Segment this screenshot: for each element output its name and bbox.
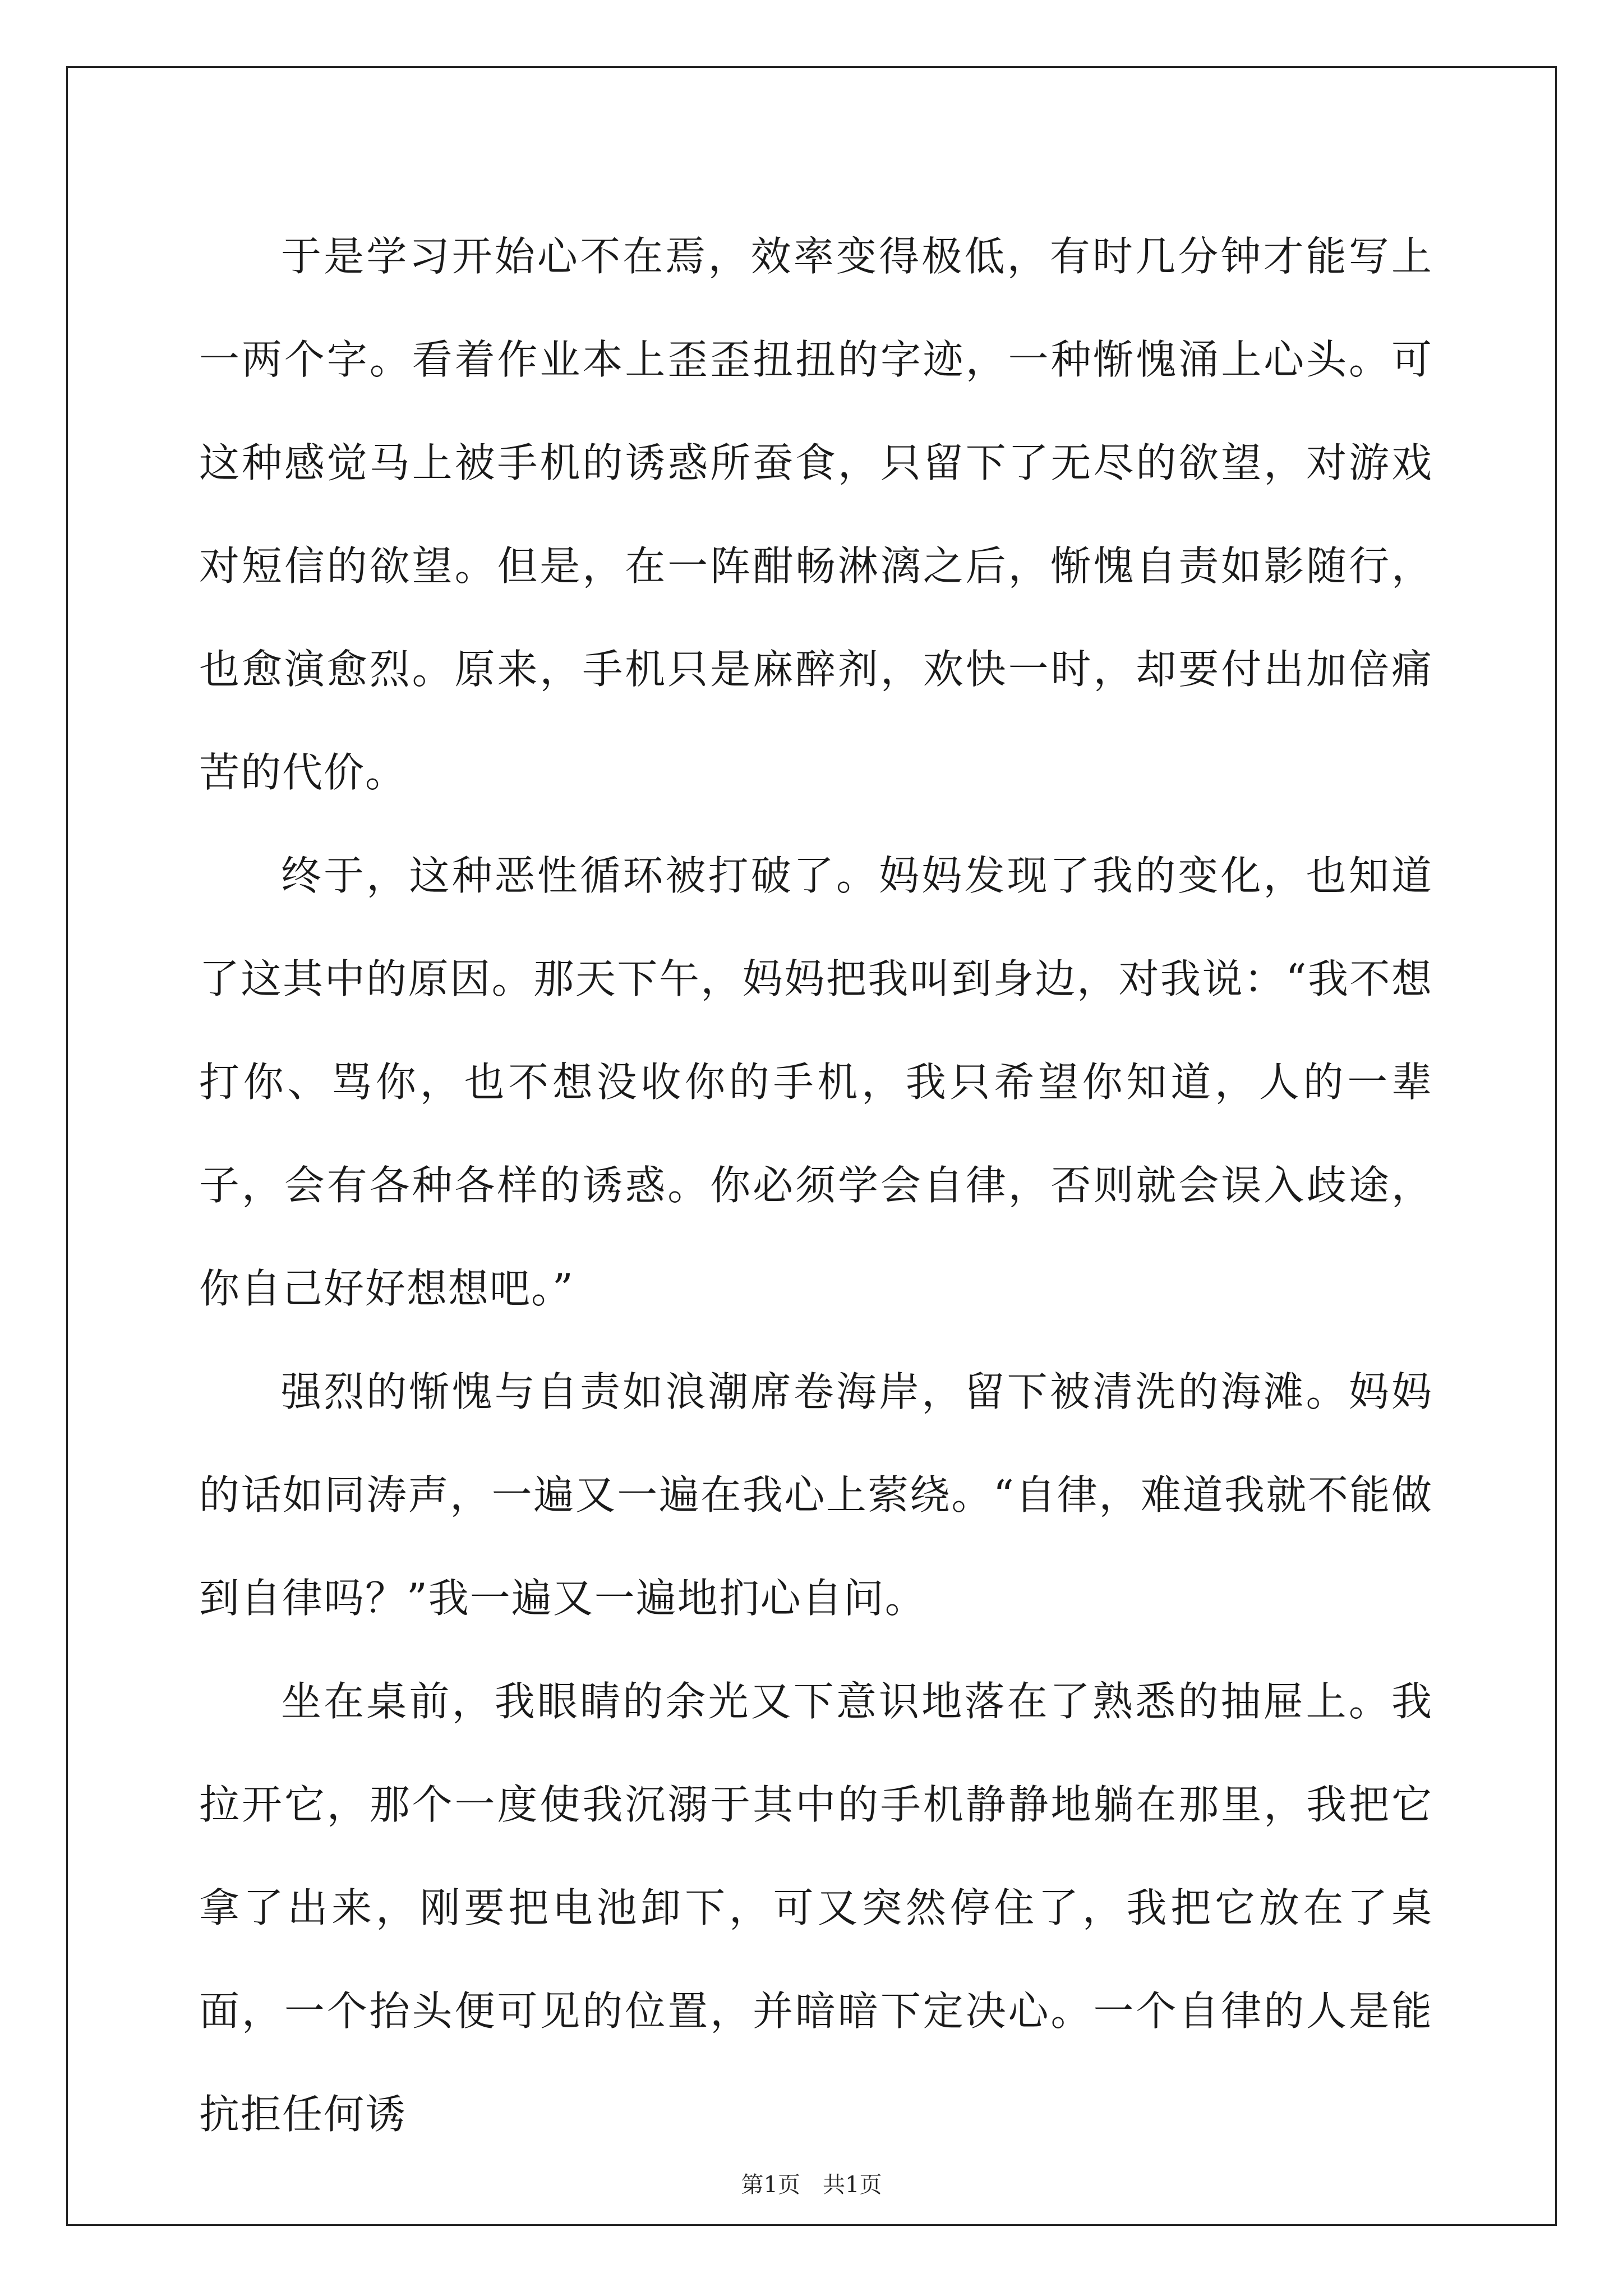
paragraph-3: 强烈的惭愧与自责如浪潮席卷海岸，留下被清洗的海滩。妈妈的话如同涛声，一遍又一遍在我心上萦绕。“自律，难道我就不能做到自律吗？”我一遍又一遍地扪心自问。 bbox=[199, 1368, 1433, 1622]
paragraph-2: 终于，这种恶性循环被打破了。妈妈发现了我的变化，也知道了这其中的原因。那天下午，妈妈把我叫到身边，对我说：“我不想打你、骂你，也不想没收你的手机，我只希望你知道，人的一辈子，会有各种各样的诱惑。你必须学会自律，否则就会误入歧途，你自己好好想想吧。” bbox=[199, 852, 1433, 1312]
page-number-footer: 第1页 共1页 bbox=[741, 2172, 882, 2198]
document-body bbox=[199, 205, 1433, 2166]
paragraph-4: 坐在桌前，我眼睛的余光又下意识地落在了熟悉的抽屉上。我拉开它，那个一度使我沉溺于其中的手机静静地躺在那里，我把它拿了出来，刚要把电池卸下，可又突然停住了，我把它放在了桌面，一个抬头便可见的位置，并暗暗下定决心。一个自律的人是能抗拒任何诱 bbox=[199, 1678, 1433, 2138]
paragraph-1: 于是学习开始心不在焉，效率变得极低，有时几分钟才能写上一两个字。看着作业本上歪歪扭扭的字迹，一种惭愧涌上心头。可这种感觉马上被手机的诱惑所蚕食，只留下了无尽的欲望，对游戏对短信的欲望。但是，在一阵酣畅淋漓之后，惭愧自责如影随行，也愈演愈烈。原来，手机只是麻醉剂，欢快一时，却要付出加倍痛苦的代价。 bbox=[199, 233, 1433, 796]
